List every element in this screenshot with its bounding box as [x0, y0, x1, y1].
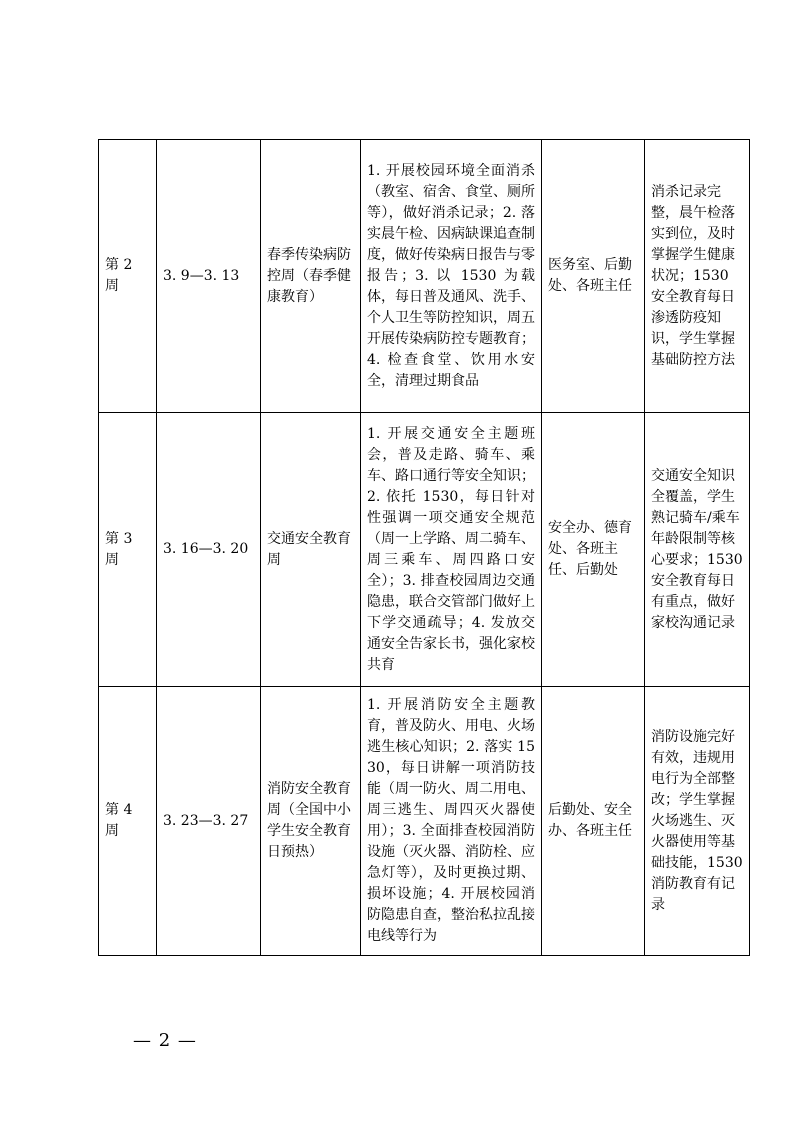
dates-cell: 3. 9—3. 13: [157, 140, 261, 413]
table-row: [99, 413, 750, 687]
content-cell: [361, 140, 542, 413]
effect-cell: 消防设施完好有效，违规用电行为全部整改；学生掌握火场逃生、灭火器使用等基础技能，1530 消防教育有记录: [645, 687, 750, 956]
departments-cell: 后勤处、安全办、各班主任: [542, 687, 645, 956]
dates-cell: 3. 16—3. 20: [157, 413, 261, 687]
safety-plan-table: [98, 139, 750, 956]
content-cell: [361, 413, 542, 687]
table-row: [99, 140, 750, 413]
content-text: 1. 开展校园环境全面消杀（教室、宿舍、食堂、厕所等），做好消杀记录；2. 落实晨午检、因病缺课追查制度，做好传染病日报告与零报告；3. 以 1530 为载体，每日普及通风、洗手、个人卫生等防控知识，周五开展传染病防控专题教育；4. 检查食堂、饮用水安全，清理过期食品: [367, 162, 535, 389]
content-text: 1. 开展交通安全主题班会，普及走路、骑车、乘车、路口通行等安全知识；2. 依托 1530，每日针对性强调一项交通安全规范（周一上学路、周二骑车、周三乘车、周四路口安全）；3. 排查校园周边交通隐患，联合交管部门做好上下学交通疏导；4. 发放交通安全告家长书，强化家校共育: [367, 425, 535, 673]
table-row: [99, 687, 750, 956]
theme-cell: 消防安全教育周（全国中小学生安全教育日预热）: [261, 687, 361, 956]
content-cell: [361, 687, 542, 956]
effect-cell: 消杀记录完整，晨午检落实到位，及时掌握学生健康状况；1530 安全教育每日渗透防疫知识，学生掌握基础防控方法: [645, 140, 750, 413]
page-number: — 2 —: [133, 1030, 197, 1051]
departments-cell: 医务室、后勤处、各班主任: [542, 140, 645, 413]
theme-cell: 交通安全教育周: [261, 413, 361, 687]
dates-cell: 3. 23—3. 27: [157, 687, 261, 956]
week-cell: 第 4 周: [99, 687, 157, 956]
week-cell: 第 2 周: [99, 140, 157, 413]
week-cell: 第 3 周: [99, 413, 157, 687]
effect-cell: 交通安全知识全覆盖，学生熟记骑车/乘车年龄限制等核心要求；1530 安全教育每日有重点，做好家校沟通记录: [645, 413, 750, 687]
theme-cell: 春季传染病防控周（春季健康教育）: [261, 140, 361, 413]
departments-cell: 安全办、德育处、各班主任、后勤处: [542, 413, 645, 687]
content-text: 1. 开展消防安全主题教育，普及防火、用电、火场逃生核心知识；2. 落实 1530，每日讲解一项消防技能（周一防火、周二用电、周三逃生、周四灭火器使用）；3. 全面排查校园消防设施（灭火器、消防栓、应急灯等），及时更换过期、损坏设施；4. 开展校园消防隐患自查，整治私拉乱接电线等行为: [367, 697, 535, 944]
